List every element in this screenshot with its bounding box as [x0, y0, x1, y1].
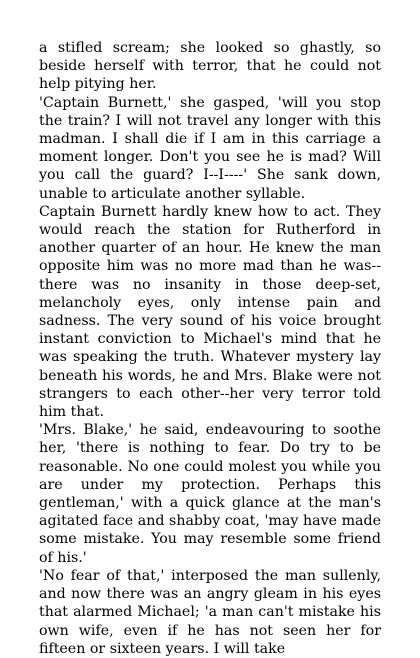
page-text [39, 39, 381, 658]
paragraph: Captain Burnett hardly knew how to act. They would reach the station for Rutherford in another quarter of an hour. He knew the man opposite him was no more mad than he was--there was no insanity in those deep-set, melancholy eyes, only intense pain and sadness. The very sound of his voice brought instant conviction to Michael's mind that he was speaking the truth. Whatever mystery lay beneath his words, he and Mrs. Blake were not strangers to each other--her very terror told him that. [39, 203, 381, 421]
paragraph: 'Captain Burnett,' she gasped, 'will you stop the train? I will not travel any longer with this madman. I shall die if I am in this carriage a moment longer. Don't you see he is mad? Will you call the guard? I--I----' She sank down, unable to articulate another syllable. [39, 94, 381, 202]
paragraph: a stifled scream; she looked so ghastly, so beside herself with terror, that he could not help pitying her. [39, 40, 381, 93]
paragraph: 'No fear of that,' interposed the man sullenly, and now there was an angry gleam in his eyes that alarmed Michael; 'a man can't mistake his own wife, even if he has not seen her for fifteen or sixteen years. I will take [39, 567, 381, 657]
paragraph: 'Mrs. Blake,' he said, endeavouring to soothe her, 'there is nothing to fear. Do try to be reasonable. No one could molest you while you are under my protection. Perhaps this gentleman,' with a quick glance at the man's agitated face and shabby coat, 'may have made some mistake. You may resemble some friend of his.' [39, 422, 381, 566]
